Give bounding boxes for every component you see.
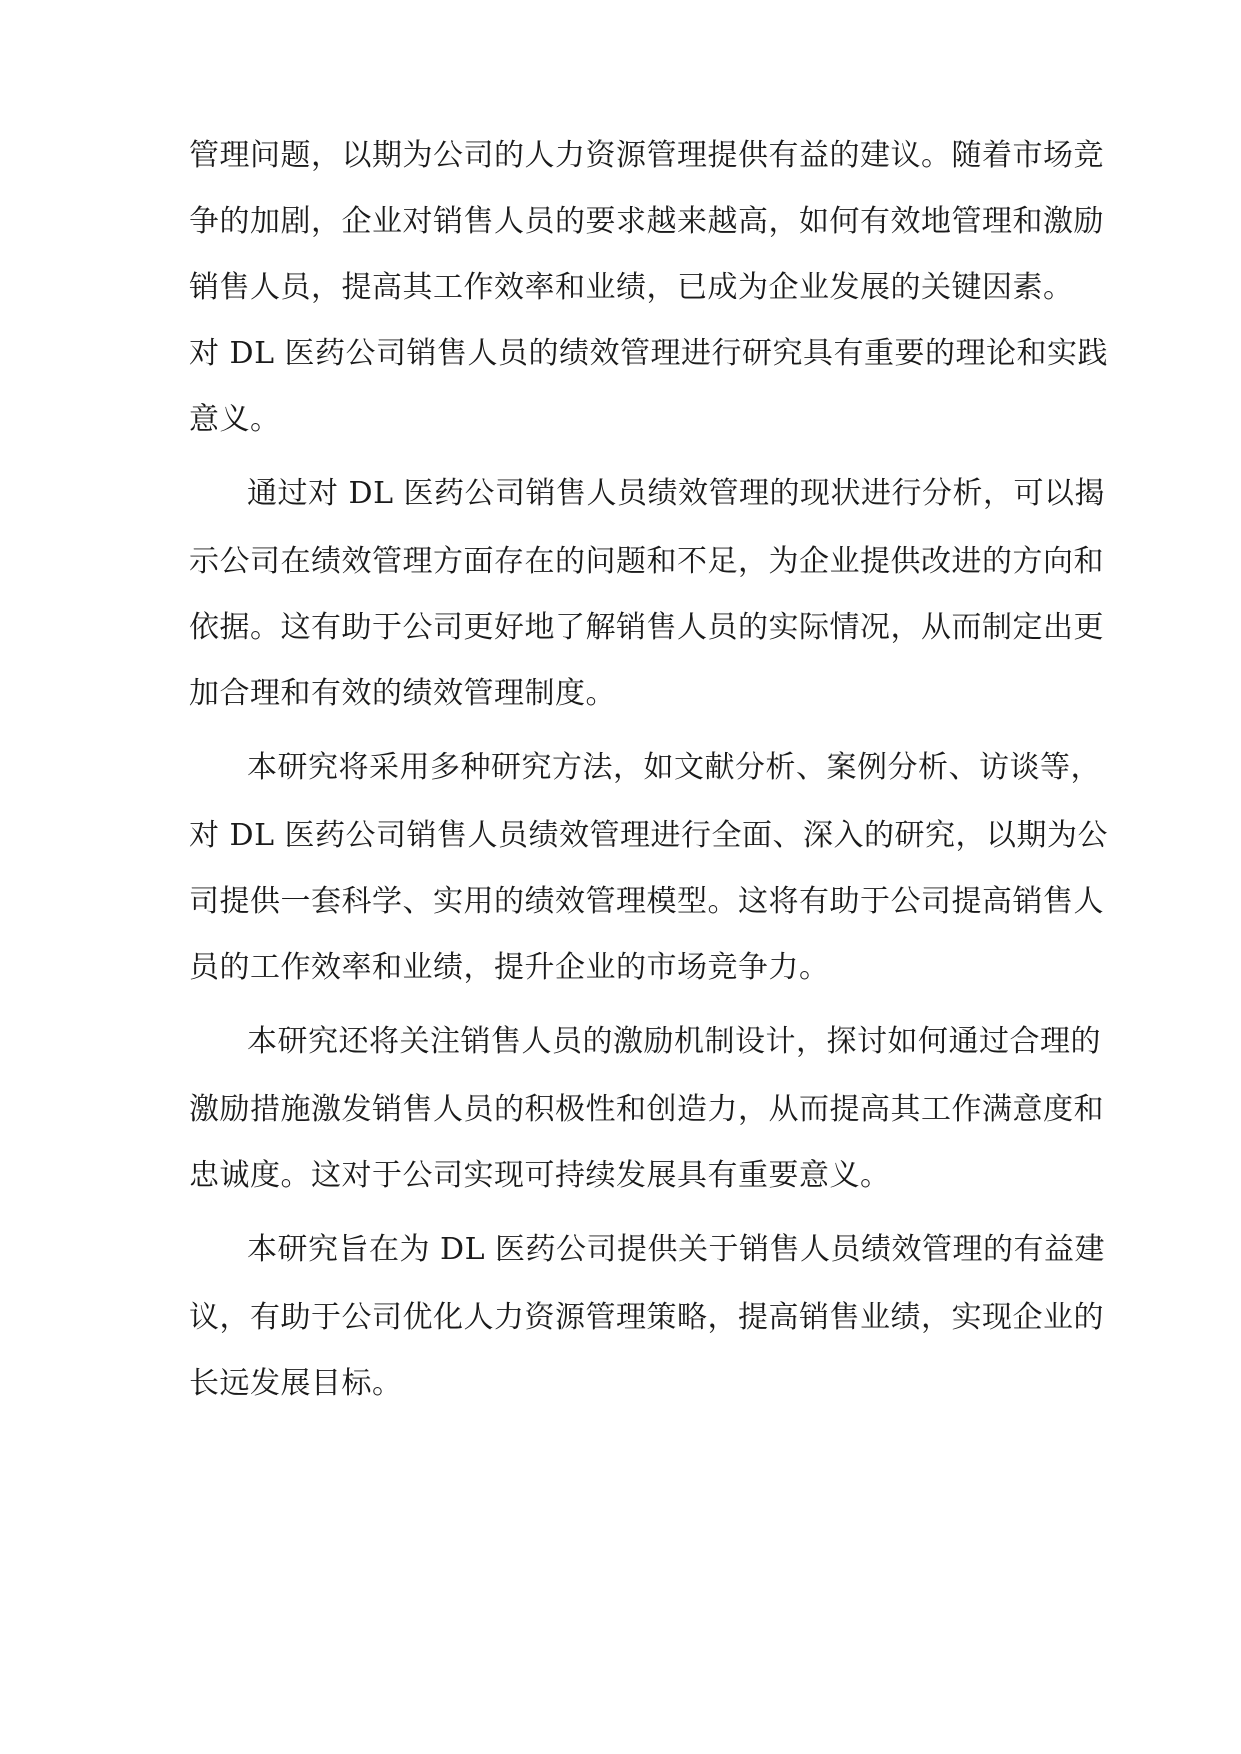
text-line: 依据。这有助于公司更好地了解销售人员的实际情况，从而制定出更 <box>189 610 1104 645</box>
text-line: 示公司在绩效管理方面存在的问题和不足，为企业提供改进的方向和 <box>189 544 1104 579</box>
text-line: 对 DL 医药公司销售人员的绩效管理进行研究具有重要的理论和实践 <box>189 336 1109 371</box>
text-line: 意义。 <box>189 402 281 437</box>
text-line: 议，有助于公司优化人力资源管理策略，提高销售业绩，实现企业的 <box>189 1300 1104 1335</box>
text-line: 管理问题，以期为公司的人力资源管理提供有益的建议。随着市场竞 <box>189 138 1104 173</box>
text-line: 司提供一套科学、实用的绩效管理模型。这将有助于公司提高销售人 <box>189 884 1104 919</box>
text-line: 忠诚度。这对于公司实现可持续发展具有重要意义。 <box>189 1158 891 1193</box>
text-line: 员的工作效率和业绩，提升企业的市场竞争力。 <box>189 950 830 985</box>
text-line: 销售人员，提高其工作效率和业绩，已成为企业发展的关键因素。 <box>189 270 1074 305</box>
text-line: 本研究将采用多种研究方法，如文献分析、案例分析、访谈等， <box>247 750 1101 785</box>
text-line: 本研究还将关注销售人员的激励机制设计，探讨如何通过合理的 <box>247 1024 1101 1059</box>
text-line: 加合理和有效的绩效管理制度。 <box>189 676 616 711</box>
document-page <box>189 0 1109 1754</box>
text-line: 激励措施激发销售人员的积极性和创造力，从而提高其工作满意度和 <box>189 1092 1104 1127</box>
text-line: 本研究旨在为 DL 医药公司提供关于销售人员绩效管理的有益建 <box>247 1232 1106 1267</box>
text-line: 长远发展目标。 <box>189 1366 403 1401</box>
text-line: 对 DL 医药公司销售人员绩效管理进行全面、深入的研究，以期为公 <box>189 818 1109 853</box>
text-line: 争的加剧，企业对销售人员的要求越来越高，如何有效地管理和激励 <box>189 204 1104 239</box>
text-line: 通过对 DL 医药公司销售人员绩效管理的现状进行分析，可以揭 <box>247 476 1106 511</box>
